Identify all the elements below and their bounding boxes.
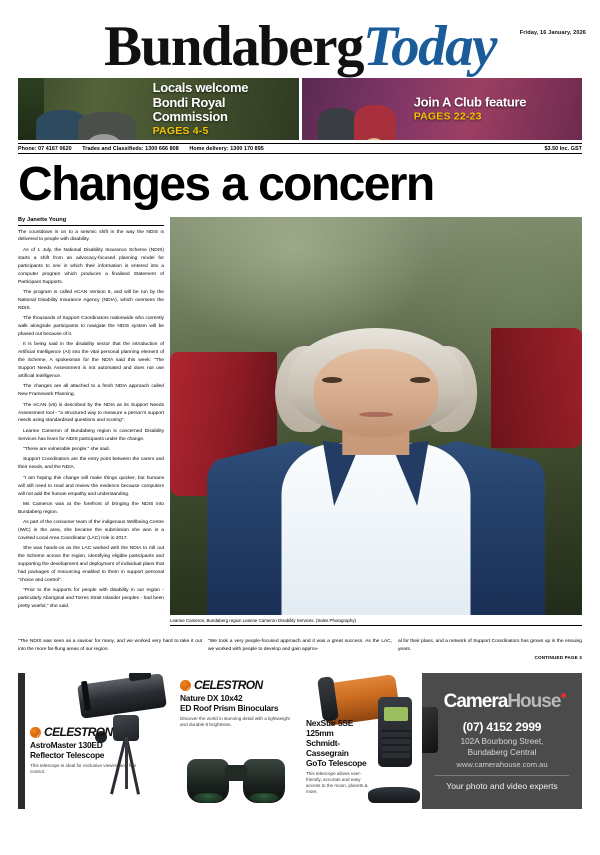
person-body-icon <box>318 108 358 140</box>
masthead <box>0 0 600 78</box>
article-body <box>18 217 582 635</box>
ad-celestron-binoculars[interactable] <box>175 673 300 809</box>
ad-camerahouse[interactable] <box>422 673 582 809</box>
telescope-keypad-icon <box>382 725 410 759</box>
article-paragraph: She was hands-on as the LAC worked with the NDIA to roll out the Scheme across the region, identifying eligible participants and supporting the development and deployment of individual plans that had packages of resourcing enabled to them in support personal "choice and control". <box>18 546 164 584</box>
binocular-lens-right-icon <box>249 793 279 803</box>
ad-content <box>30 725 142 775</box>
promo-join-a-club[interactable] <box>302 78 583 140</box>
subject-face <box>314 349 439 438</box>
continuation-column-2 <box>208 638 392 668</box>
article-continuation-columns <box>18 638 582 668</box>
celestron-logo-icon <box>180 680 191 691</box>
promo-text-block <box>414 95 527 122</box>
camerahouse-phone[interactable]: (07) 4152 2999 <box>462 719 542 734</box>
article-paragraph: The eCAN (v6) is described by the NDIA as its Support Needs Assessment tool - "a structured way to measure a person's support needs using standardised questions and scoring". <box>18 402 164 424</box>
article-paragraph: The changes are all attached to a fresh NDIA approach called New Framework Planning. <box>18 384 164 398</box>
article-paragraph: As part of the consumer team of the indigenous Wellbeing Centre (IWC) in the area, she became the submission she won in a coveted Local Area Coordinator (LAC) role in 2017. <box>18 520 164 541</box>
camerahouse-address <box>461 736 544 759</box>
article-paragraph: The countdown is on to a seismic shift in the way the NDIS is delivered to people with disability. <box>18 229 164 243</box>
binoculars-illustration <box>185 753 287 805</box>
ad-content <box>306 719 376 795</box>
masthead-title <box>104 15 496 78</box>
ad-side-tag <box>18 673 29 809</box>
article-paragraph: The program is called eCAN Version 6, and will be run by the National Disability Insurance Agency (NDIA), which oversees the NDIS. <box>18 289 164 311</box>
camerahouse-address-line1: 102A Bourbong Street, <box>460 736 544 746</box>
article-column-1 <box>18 217 164 635</box>
ad-brand <box>30 725 142 739</box>
contact-trades: Trades and Classifieds: 1300 666 808 <box>82 145 179 152</box>
ad-title-line1: Nature DX 10x42 <box>180 693 243 703</box>
ad-brand-name: CELESTRON <box>44 725 113 739</box>
promo-strip <box>18 78 582 140</box>
ad-content <box>422 673 582 809</box>
camerahouse-logo <box>444 691 561 713</box>
masthead-date: Friday, 16 January, 2026 <box>519 30 586 36</box>
continuation-column-1 <box>18 638 202 668</box>
ad-title-line1: AstroMaster 130ED <box>30 740 103 750</box>
camerahouse-address-line2: Bundaberg Central <box>467 748 537 757</box>
ad-title-line2: Reflector Telescope <box>30 749 105 760</box>
ad-description: Discover the world in stunning detail with a lightweight and durable 8 brightness. <box>180 715 290 727</box>
ad-title-line2: ED Roof Prism Binoculars <box>180 702 279 713</box>
article-paragraph: Ms Cameron was at the forefront of bringing the NDIS into Bundaberg region. <box>18 501 164 515</box>
article-photo <box>170 217 582 615</box>
article-paragraph: Support Coordinators are the entry point between the carers and their needs, and the NDIA. <box>18 457 164 471</box>
ad-title-line2: Schmidt-Cassegrain <box>306 737 349 758</box>
contact-delivery: Home delivery: 1300 170 895 <box>189 145 264 152</box>
article-paragraph: "The NDIS was seen as a saviour for many, and we worked very hard to take it out into the more far-flung areas of our region. <box>18 639 202 652</box>
masthead-title-primary: Bundaberg <box>104 15 364 78</box>
camerahouse-logo-part2: House <box>507 690 561 712</box>
article-byline: By Janette Young <box>18 217 164 226</box>
article-paragraph: It is being said in the disability sector that the introduction of Artificial Intelligence (AI) into the vital personal planning element of the Scheme. A spokesman for the NDIA said this week: "The Support Needs Assessment is not automated and does not use artificial intelligence. <box>18 342 164 379</box>
ad-title-line1: NexStar 5SE 125mm <box>306 718 354 738</box>
divider <box>435 775 569 776</box>
telescope-tube-icon <box>77 673 167 719</box>
promo-headline-line1: Locals welcome <box>152 79 249 95</box>
promo-headline-line2: Bondi Royal Commission <box>152 94 228 124</box>
binocular-lens-left-icon <box>193 793 223 803</box>
promo-headline-line1: Join A Club feature <box>413 94 527 110</box>
article-paragraph: As of 1 July, the National Disability Insurance Scheme (NDIS) starts a shift from an advocacy-focused planning model for participants to one in which their information is entered into a computer program which produces a finalised Statement of Participant Supports. <box>18 247 164 285</box>
masthead-title-secondary: Today <box>363 15 496 78</box>
contact-details <box>18 146 273 152</box>
camerahouse-dot-icon <box>561 693 566 698</box>
ad-description: This telescope allows user-friendly, accurate and easy access to the moon, planets & more. <box>306 770 368 795</box>
promo-page-reference[interactable]: PAGES 22-23 <box>413 109 482 122</box>
article-photo-wrapper <box>170 217 582 635</box>
article-paragraph: "I am hoping this change will make things quicker, but humans will still need to read and review the evidence because computers will not add the human empathy and understanding. <box>18 475 164 497</box>
camerahouse-logo-part1: Camera <box>443 690 508 712</box>
ad-side-tag-label: Deep Sky <box>23 777 29 799</box>
photo-caption: Leanne Cameron, Bundaberg region Leanne Cameron Disability Services. (Sales Photography) <box>170 615 582 626</box>
telescope-display-panel-icon <box>384 707 408 721</box>
article-paragraph: "We took a very people-focused approach and it was a great success. As the LAC, we worked with people to develop and gain approv- <box>208 639 392 652</box>
article-text-column-1 <box>18 229 164 612</box>
article-paragraph: Leanne Cameron of Bundaberg region is concerned Disability Services has fears for NDIS participants under the change. <box>18 428 164 442</box>
ad-celestron-astromaster[interactable] <box>18 673 173 809</box>
celestron-logo-icon <box>30 727 41 738</box>
ad-nexstar-telescope[interactable] <box>302 673 420 809</box>
subject-mouth <box>359 412 393 418</box>
cover-price: $3.50 Inc. GST <box>544 145 582 152</box>
binocular-bridge-icon <box>225 765 247 781</box>
person-body-icon <box>354 105 396 140</box>
article-paragraph: "These are vulnerable people," she said. <box>23 447 110 453</box>
ad-brand-name: CELESTRON <box>194 678 263 692</box>
article-paragraph: "Prior to the supports for people with disability in our region - particularly Aboriginal and Torres Strait Islander peoples - had been pretty woeful," she said. <box>18 588 164 610</box>
continuation-column-3 <box>398 638 582 668</box>
article-paragraph: al for their plans, and a network of Support Coordinators has grown up in the ensuing years. <box>398 639 582 652</box>
main-headline: Changes a concern <box>18 158 434 211</box>
subject-shirt <box>281 443 470 615</box>
promo-bondi-royal-commission[interactable] <box>18 78 299 140</box>
ad-brand <box>180 678 295 692</box>
article-paragraph: The thousands of Support Coordinators nationwide who currently walk alongside participants to navigate the NDIS system will be phased out because of it. <box>18 316 164 337</box>
camerahouse-website[interactable]: www.camerahouse.com.au <box>456 760 548 770</box>
contact-bar <box>18 143 582 154</box>
promo-text-block <box>153 81 299 137</box>
photo-subject-portrait <box>207 328 545 615</box>
ad-title-line3: GoTo Telescope <box>306 757 367 768</box>
continued-page-reference[interactable]: CONTINUED PAGE 3 <box>534 654 582 660</box>
ad-description: This telescope is ideal for exclusive viewing and fine control. <box>30 762 137 774</box>
contact-phone: Phone: 07 4167 0620 <box>18 145 72 152</box>
promo-page-reference[interactable]: PAGES 4-5 <box>152 124 209 137</box>
advertisement-strip <box>18 673 582 809</box>
camerahouse-tagline: Your photo and video experts <box>446 781 558 792</box>
